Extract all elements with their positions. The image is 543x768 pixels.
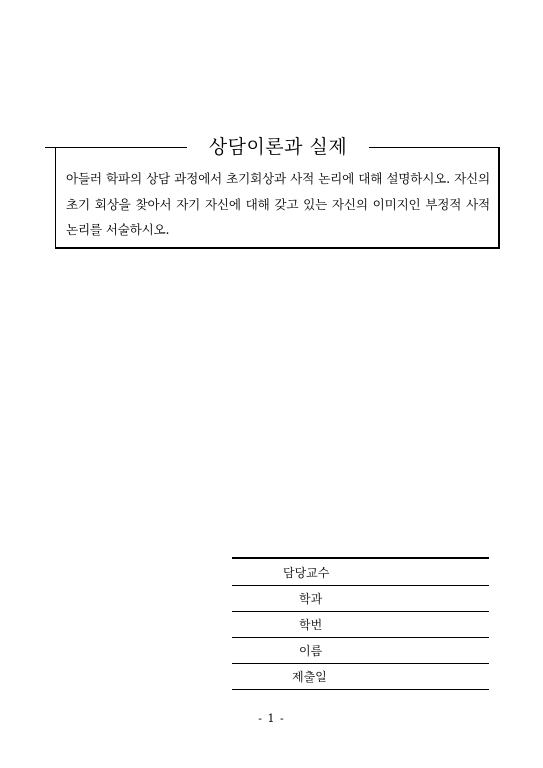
info-label-student-id: 학번 (299, 618, 323, 632)
info-label-department: 학과 (299, 592, 323, 606)
info-label-professor: 담당교수 (283, 566, 330, 580)
info-row-student-id (232, 611, 489, 638)
info-row-professor (232, 559, 489, 586)
info-label-submit-date: 제출일 (292, 670, 327, 684)
info-row-submit-date (232, 663, 489, 690)
info-row-department (232, 585, 489, 612)
info-label-name: 이름 (299, 644, 323, 658)
page-number: - 1 - (258, 712, 285, 725)
info-row-name (232, 637, 489, 664)
document-title: 상담이론과 실제 (187, 133, 369, 161)
assignment-prompt: 아들러 학파의 상담 과정에서 초기회상과 사적 논리에 대해 설명하시오. 자신의 초기 회상을 찾아서 자기 자신에 대해 갖고 있는 자신의 이미지인 부정적 사적 논리를 서술하시오. (66, 171, 490, 237)
